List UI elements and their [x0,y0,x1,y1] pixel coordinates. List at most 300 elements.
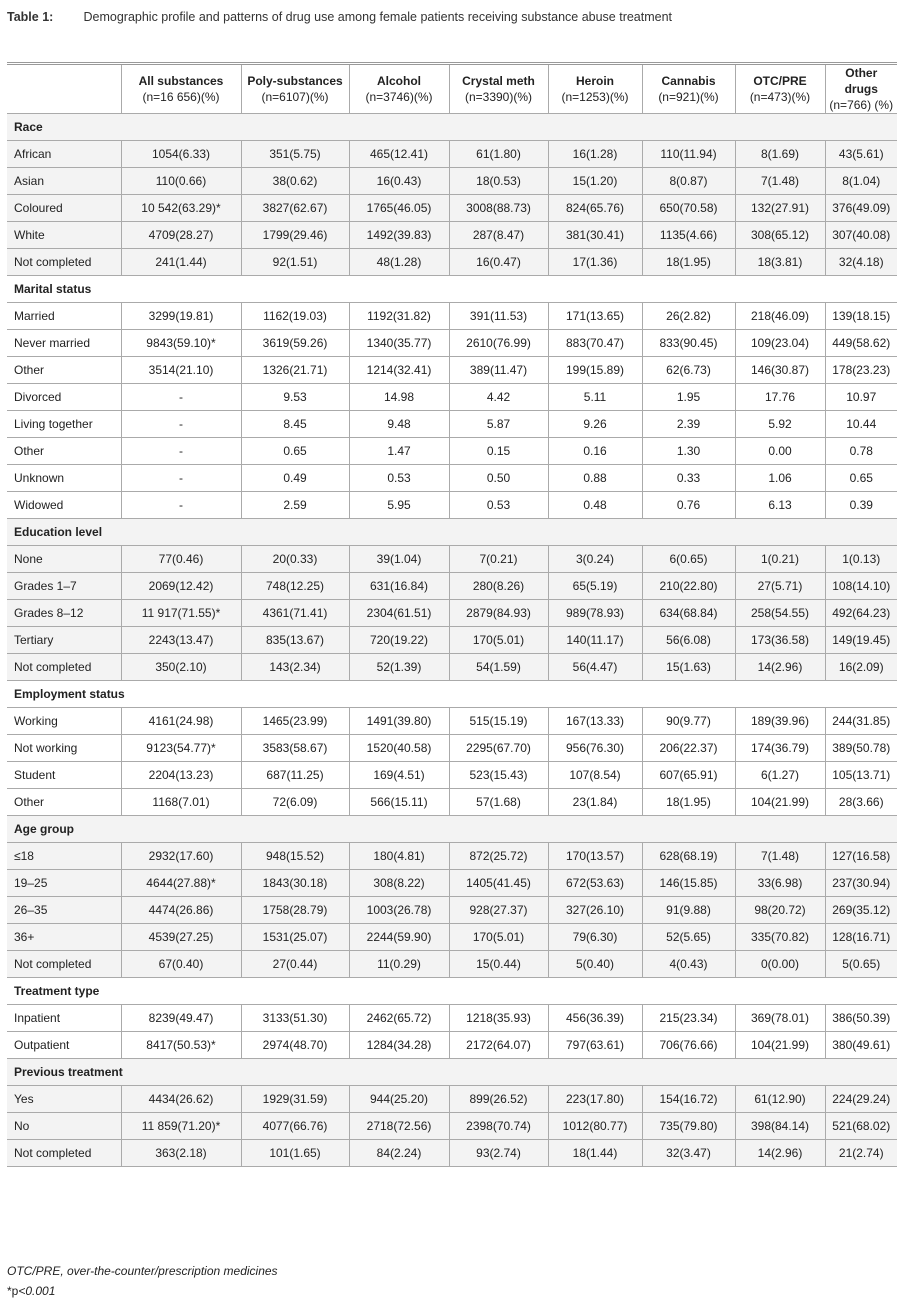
header-empty [7,64,121,114]
table-row [7,735,897,762]
table-cell: 5(0.65) [825,951,897,978]
table-cell: 0.78 [825,438,897,465]
table-cell: 3583(58.67) [241,735,349,762]
table-cell: 1491(39.80) [349,708,449,735]
table-cell: 210(22.80) [642,573,735,600]
table-cell: 2462(65.72) [349,1005,449,1032]
table-cell: - [121,438,241,465]
table-cell: 17.76 [735,384,825,411]
table-title: Demographic profile and patterns of drug use among female patients receiving substance abuse treatment [83,10,673,24]
table-cell: 9.53 [241,384,349,411]
table-cell: 706(76.66) [642,1032,735,1059]
section-header-row [7,681,897,708]
table-cell: 244(31.85) [825,708,897,735]
table-cell: 308(8.22) [349,870,449,897]
table-cell: 18(1.95) [642,249,735,276]
table-cell: 11(0.29) [349,951,449,978]
table-cell: 1492(39.83) [349,222,449,249]
table-cell: 0.00 [735,438,825,465]
table-cell: 167(13.33) [548,708,642,735]
table-cell: 10.97 [825,384,897,411]
table-cell: 173(36.58) [735,627,825,654]
table-cell: 14(2.96) [735,654,825,681]
row-label: Widowed [7,492,121,519]
table-cell: 21(2.74) [825,1140,897,1167]
table-cell: 1520(40.58) [349,735,449,762]
table-row [7,465,897,492]
table-cell: 149(19.45) [825,627,897,654]
table-cell: 0.16 [548,438,642,465]
table-cell: 1135(4.66) [642,222,735,249]
table-cell: 10 542(63.29)* [121,195,241,222]
row-label: Grades 8–12 [7,600,121,627]
column-name: Crystal meth [462,74,535,88]
table-cell: 143(2.34) [241,654,349,681]
table-cell: 3619(59.26) [241,330,349,357]
table-cell: 98(20.72) [735,897,825,924]
column-n: (n=3746)(%) [365,90,433,104]
table-cell: 5.92 [735,411,825,438]
table-cell: 833(90.45) [642,330,735,357]
table-cell: 948(15.52) [241,843,349,870]
table-cell: 2879(84.93) [449,600,548,627]
table-cell: 376(49.09) [825,195,897,222]
table-cell: 101(1.65) [241,1140,349,1167]
table-cell: 3514(21.10) [121,357,241,384]
table-cell: 109(23.04) [735,330,825,357]
table-cell: 1284(34.28) [349,1032,449,1059]
table-row [7,438,897,465]
table-row [7,843,897,870]
table-cell: 8(1.69) [735,141,825,168]
table-cell: 18(3.81) [735,249,825,276]
table-cell: 7(1.48) [735,168,825,195]
table-cell: 1(0.21) [735,546,825,573]
table-cell: 386(50.39) [825,1005,897,1032]
row-label: Asian [7,168,121,195]
table-row [7,654,897,681]
table-cell: 631(16.84) [349,573,449,600]
table-cell: 189(39.96) [735,708,825,735]
table-cell: 1168(7.01) [121,789,241,816]
table-cell: 2295(67.70) [449,735,548,762]
table-row [7,357,897,384]
table-row [7,762,897,789]
table-cell: 824(65.76) [548,195,642,222]
table-row [7,573,897,600]
row-label: Coloured [7,195,121,222]
table-cell: 0.88 [548,465,642,492]
table-cell: 883(70.47) [548,330,642,357]
table-cell: 15(1.63) [642,654,735,681]
table-row [7,330,897,357]
table-cell: 380(49.61) [825,1032,897,1059]
column-header [449,64,548,114]
section-title: Race [7,114,897,141]
table-cell: 218(46.09) [735,303,825,330]
table-row [7,195,897,222]
table-cell: 32(3.47) [642,1140,735,1167]
section-header-row [7,114,897,141]
table-cell: 223(17.80) [548,1086,642,1113]
table-cell: 5.95 [349,492,449,519]
table-cell: 1765(46.05) [349,195,449,222]
table-cell: 139(18.15) [825,303,897,330]
row-label: Married [7,303,121,330]
table-cell: 1162(19.03) [241,303,349,330]
row-label: Not working [7,735,121,762]
table-cell: 928(27.37) [449,897,548,924]
section-header-row [7,519,897,546]
column-header [642,64,735,114]
row-label: No [7,1113,121,1140]
table-cell: 2069(12.42) [121,573,241,600]
table-cell: 79(6.30) [548,924,642,951]
table-cell: 57(1.68) [449,789,548,816]
row-label: Not completed [7,1140,121,1167]
table-cell: 287(8.47) [449,222,548,249]
table-cell: 4644(27.88)* [121,870,241,897]
table-cell: 389(11.47) [449,357,548,384]
section-header-row [7,978,897,1005]
table-cell: 77(0.46) [121,546,241,573]
row-label: 36+ [7,924,121,951]
table-caption [7,10,672,24]
table-cell: 127(16.58) [825,843,897,870]
table-cell: 4709(28.27) [121,222,241,249]
table-cell: 26(2.82) [642,303,735,330]
table-cell: 43(5.61) [825,141,897,168]
table-cell: 4161(24.98) [121,708,241,735]
table-cell: 465(12.41) [349,141,449,168]
row-label: White [7,222,121,249]
table-cell: 2244(59.90) [349,924,449,951]
table-cell: 650(70.58) [642,195,735,222]
table-cell: 4077(66.76) [241,1113,349,1140]
section-header-row [7,276,897,303]
table-cell: 52(1.39) [349,654,449,681]
table-cell: 3133(51.30) [241,1005,349,1032]
table-row [7,897,897,924]
table-cell: 104(21.99) [735,789,825,816]
table-cell: 23(1.84) [548,789,642,816]
table-cell: 1843(30.18) [241,870,349,897]
column-name: All substances [138,74,224,88]
table-cell: 381(30.41) [548,222,642,249]
table-cell: 350(2.10) [121,654,241,681]
table-cell: 0.49 [241,465,349,492]
table-cell: 6(1.27) [735,762,825,789]
table-cell: 146(15.85) [642,870,735,897]
section-title: Previous treatment [7,1059,897,1086]
table-cell: 515(15.19) [449,708,548,735]
table-cell: 1929(31.59) [241,1086,349,1113]
table-row [7,303,897,330]
table-cell: 944(25.20) [349,1086,449,1113]
table-cell: 171(13.65) [548,303,642,330]
row-label: African [7,141,121,168]
table-row [7,870,897,897]
table-cell: 327(26.10) [548,897,642,924]
table-cell: 351(5.75) [241,141,349,168]
table-cell: 3299(19.81) [121,303,241,330]
table-cell: 8239(49.47) [121,1005,241,1032]
table-cell: 0.48 [548,492,642,519]
table-cell: 33(6.98) [735,870,825,897]
table-cell: 8.45 [241,411,349,438]
row-label: Yes [7,1086,121,1113]
demographic-table [7,62,897,1167]
table-cell: 56(6.08) [642,627,735,654]
table-cell: 32(4.18) [825,249,897,276]
table-cell: 2.59 [241,492,349,519]
table-cell: 1326(21.71) [241,357,349,384]
table-cell: 1.95 [642,384,735,411]
table-cell: 1(0.13) [825,546,897,573]
table-cell: 93(2.74) [449,1140,548,1167]
table-row [7,1113,897,1140]
table-cell: 105(13.71) [825,762,897,789]
row-label: Unknown [7,465,121,492]
table-cell: 1405(41.45) [449,870,548,897]
table-cell: 16(1.28) [548,141,642,168]
table-cell: 1340(35.77) [349,330,449,357]
table-cell: 391(11.53) [449,303,548,330]
footnote-significance [7,1284,55,1298]
section-header-row [7,816,897,843]
table-cell: 492(64.23) [825,600,897,627]
table-cell: 107(8.54) [548,762,642,789]
table-cell: 0.53 [449,492,548,519]
table-cell: 5.11 [548,384,642,411]
table-body [7,114,897,1167]
row-label: None [7,546,121,573]
table-row [7,951,897,978]
table-cell: 5(0.40) [548,951,642,978]
table-cell: 2610(76.99) [449,330,548,357]
table-cell: 178(23.23) [825,357,897,384]
table-cell: 10.44 [825,411,897,438]
table-cell: 170(5.01) [449,924,548,951]
row-label: Never married [7,330,121,357]
table-cell: 18(0.53) [449,168,548,195]
table-cell: 308(65.12) [735,222,825,249]
column-header [241,64,349,114]
row-label: 26–35 [7,897,121,924]
table-cell: 146(30.87) [735,357,825,384]
column-name: Alcohol [377,74,421,88]
table-cell: 1758(28.79) [241,897,349,924]
table-cell: 9123(54.77)* [121,735,241,762]
table-cell: 4(0.43) [642,951,735,978]
table-cell: 872(25.72) [449,843,548,870]
section-title: Age group [7,816,897,843]
table-cell: 521(68.02) [825,1113,897,1140]
table-row [7,384,897,411]
table-cell: 91(9.88) [642,897,735,924]
column-name: Poly-substances [247,74,343,88]
table-cell: 634(68.84) [642,600,735,627]
table-cell: 3008(88.73) [449,195,548,222]
table-row [7,1032,897,1059]
table-cell: 1214(32.41) [349,357,449,384]
column-n: (n=766) (%) [829,98,894,112]
table-cell: 65(5.19) [548,573,642,600]
table-row [7,600,897,627]
footnote-abbreviation: OTC/PRE, over-the-counter/prescription medicines [7,1264,278,1278]
table-cell: 8417(50.53)* [121,1032,241,1059]
table-cell: 720(19.22) [349,627,449,654]
table-cell: 61(12.90) [735,1086,825,1113]
row-label: Outpatient [7,1032,121,1059]
table-cell: 0.76 [642,492,735,519]
table-cell: 54(1.59) [449,654,548,681]
table-cell: 6.13 [735,492,825,519]
table-cell: 748(12.25) [241,573,349,600]
table-cell: 1.47 [349,438,449,465]
table-cell: 169(4.51) [349,762,449,789]
table-cell: 18(1.95) [642,789,735,816]
table-cell: 108(14.10) [825,573,897,600]
table-cell: 1012(80.77) [548,1113,642,1140]
table-cell: 607(65.91) [642,762,735,789]
table-cell: 0.33 [642,465,735,492]
table-row [7,141,897,168]
table-cell: 3827(62.67) [241,195,349,222]
table-cell: 280(8.26) [449,573,548,600]
column-header [121,64,241,114]
table-cell: 1531(25.07) [241,924,349,951]
table-cell: 687(11.25) [241,762,349,789]
table-cell: 1003(26.78) [349,897,449,924]
table-cell: 28(3.66) [825,789,897,816]
table-cell: 835(13.67) [241,627,349,654]
table-row [7,1086,897,1113]
table-cell: 15(1.20) [548,168,642,195]
table-cell: 16(2.09) [825,654,897,681]
table-cell: 258(54.55) [735,600,825,627]
table-cell: 128(16.71) [825,924,897,951]
row-label: 19–25 [7,870,121,897]
table-cell: 132(27.91) [735,195,825,222]
table-cell: 1054(6.33) [121,141,241,168]
table-cell: 797(63.61) [548,1032,642,1059]
table-cell: 154(16.72) [642,1086,735,1113]
table-cell: 39(1.04) [349,546,449,573]
section-title: Employment status [7,681,897,708]
table-cell: 174(36.79) [735,735,825,762]
table-cell: 628(68.19) [642,843,735,870]
table-cell: 170(13.57) [548,843,642,870]
table-cell: 2398(70.74) [449,1113,548,1140]
sig-mark: *p [7,1284,19,1298]
table-cell: 0.65 [241,438,349,465]
table-cell: 2243(13.47) [121,627,241,654]
column-name: Cannabis [661,74,716,88]
table-cell: 4.42 [449,384,548,411]
table-cell: 16(0.43) [349,168,449,195]
column-n: (n=16 656)(%) [142,90,220,104]
table-cell: 369(78.01) [735,1005,825,1032]
table-cell: 14(2.96) [735,1140,825,1167]
table-cell: 2.39 [642,411,735,438]
column-n: (n=6107)(%) [261,90,329,104]
table-cell: 523(15.43) [449,762,548,789]
table-cell: - [121,384,241,411]
table-cell: 2172(64.07) [449,1032,548,1059]
row-label: Other [7,789,121,816]
table-cell: 956(76.30) [548,735,642,762]
table-cell: 566(15.11) [349,789,449,816]
table-cell: 56(4.47) [548,654,642,681]
table-cell: 27(0.44) [241,951,349,978]
table-cell: 237(30.94) [825,870,897,897]
column-header [548,64,642,114]
sig-text: <0.001 [18,1284,56,1298]
table-cell: - [121,465,241,492]
table-row [7,492,897,519]
table-cell: 72(6.09) [241,789,349,816]
table-cell: 0.15 [449,438,548,465]
table-cell: 27(5.71) [735,573,825,600]
row-label: Student [7,762,121,789]
table-cell: 140(11.17) [548,627,642,654]
section-title: Treatment type [7,978,897,1005]
row-label: Not completed [7,951,121,978]
table-cell: 9.26 [548,411,642,438]
table-cell: 11 917(71.55)* [121,600,241,627]
table-cell: 215(23.34) [642,1005,735,1032]
table-cell: 224(29.24) [825,1086,897,1113]
row-label: Divorced [7,384,121,411]
table-cell: - [121,411,241,438]
table-cell: 2932(17.60) [121,843,241,870]
table-row [7,1005,897,1032]
table-cell: 180(4.81) [349,843,449,870]
table-cell: 2718(72.56) [349,1113,449,1140]
table-cell: 1.30 [642,438,735,465]
table-cell: 989(78.93) [548,600,642,627]
table-cell: 4539(27.25) [121,924,241,951]
table-cell: 110(11.94) [642,141,735,168]
table-cell: 2974(48.70) [241,1032,349,1059]
table-cell: 16(0.47) [449,249,548,276]
table-row [7,168,897,195]
table-cell: 4361(71.41) [241,600,349,627]
table-cell: 389(50.78) [825,735,897,762]
table-cell: 110(0.66) [121,168,241,195]
section-title: Education level [7,519,897,546]
table-cell: 18(1.44) [548,1140,642,1167]
column-n: (n=3390)(%) [464,90,533,104]
table-cell: 0.53 [349,465,449,492]
table-cell: 363(2.18) [121,1140,241,1167]
table-cell: 84(2.24) [349,1140,449,1167]
column-n: (n=473)(%) [749,90,811,104]
column-name: Heroin [575,74,614,88]
table-cell: 0.50 [449,465,548,492]
table-row [7,222,897,249]
table-cell: 398(84.14) [735,1113,825,1140]
table-cell: 307(40.08) [825,222,897,249]
row-label: Other [7,357,121,384]
table-cell: 735(79.80) [642,1113,735,1140]
table-cell: 3(0.24) [548,546,642,573]
table-cell: 15(0.44) [449,951,548,978]
table-row [7,1140,897,1167]
row-label: Not completed [7,654,121,681]
table-cell: 5.87 [449,411,548,438]
